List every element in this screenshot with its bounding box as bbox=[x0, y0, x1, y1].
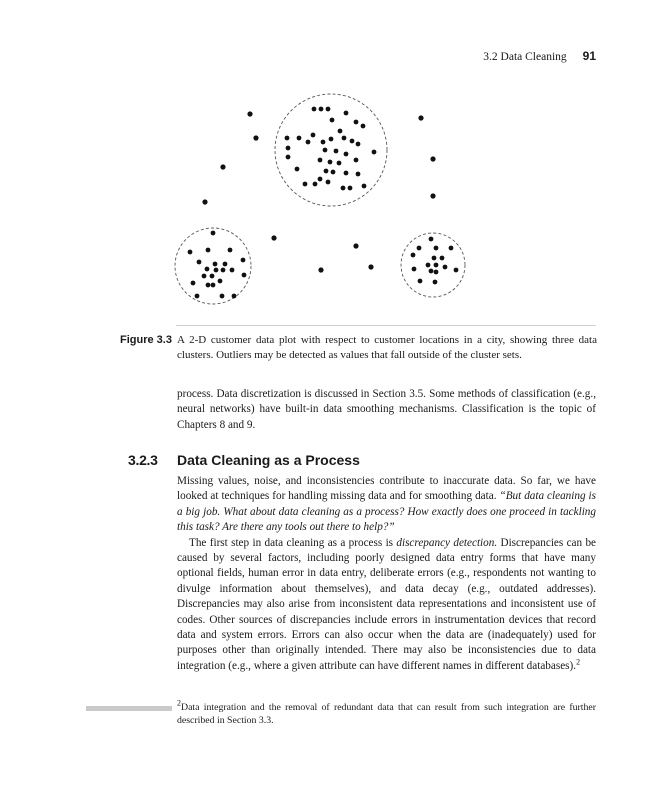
discrepancy-detection-term: discrepancy detection. bbox=[396, 536, 498, 549]
data-point bbox=[412, 267, 417, 272]
data-point bbox=[228, 248, 233, 253]
data-point bbox=[434, 263, 439, 268]
data-point bbox=[188, 250, 193, 255]
data-point bbox=[330, 118, 335, 123]
outlier-point bbox=[430, 156, 435, 161]
outlier-point bbox=[368, 264, 373, 269]
outlier-point bbox=[220, 164, 225, 169]
data-point bbox=[313, 182, 318, 187]
figure-rule bbox=[176, 325, 596, 326]
outlier-point bbox=[318, 267, 323, 272]
data-point bbox=[361, 124, 366, 129]
data-point bbox=[329, 137, 334, 142]
paragraph-2-start: The first step in data cleaning as a process is bbox=[189, 536, 397, 549]
data-point bbox=[223, 262, 228, 267]
data-point bbox=[362, 184, 367, 189]
data-point bbox=[334, 149, 339, 154]
data-point bbox=[220, 294, 225, 299]
data-point bbox=[218, 279, 223, 284]
cluster-boundary-left bbox=[175, 228, 251, 304]
data-point bbox=[211, 283, 216, 288]
data-point bbox=[350, 139, 355, 144]
data-point bbox=[318, 177, 323, 182]
data-point bbox=[344, 152, 349, 157]
data-point bbox=[337, 161, 342, 166]
outlier-point bbox=[253, 135, 258, 140]
paragraph-2-rest: Discrepancies can be caused by several factors, including poorly designed data entry forms that have many optional fields, human error in data entry, deliberate errors (e.g., respondents not wanting to divulge information about themselves), and data decay (e.g., outdated addresses). Discrepancies may also arise from inconsistent data representations and inconsistent use of codes. Other sources of discrepancies include errors in instrumentation devices that record data and system errors. Errors can also occur when the data are (inadequately) used for purposes other than originally intended. There may also be inconsistencies due to data integration (e.g., where a given attribute can have different names in different databases). bbox=[177, 536, 597, 672]
data-point bbox=[211, 231, 216, 236]
intro-paragraph: process. Data discretization is discussed in Section 3.5. Some methods of classification (e.g., neural networks) have built-in data smoothing mechanisms. Classification is the topic of Chapters 8 and 9. bbox=[177, 388, 596, 431]
footnote-rule bbox=[86, 706, 172, 711]
data-point bbox=[372, 150, 377, 155]
outlier-point bbox=[247, 111, 252, 116]
data-point bbox=[318, 158, 323, 163]
data-point bbox=[348, 186, 353, 191]
data-point bbox=[426, 263, 431, 268]
figure-caption: A 2-D customer data plot with respect to customer locations in a city, showing three data clusters. Outliers may be detected as values that fall outside of the cluster sets. bbox=[177, 334, 597, 361]
data-point bbox=[321, 140, 326, 145]
data-point bbox=[286, 146, 291, 151]
data-point bbox=[242, 273, 247, 278]
outlier-point bbox=[430, 193, 435, 198]
data-point bbox=[433, 280, 438, 285]
footnote-text: Data integration and the removal of redundant data that can result from such integration are further described in Section 3.3. bbox=[177, 702, 596, 726]
running-header-section: 3.2 Data Cleaning bbox=[483, 51, 567, 63]
data-point bbox=[206, 283, 211, 288]
data-point bbox=[417, 246, 422, 251]
data-point bbox=[210, 274, 215, 279]
cluster-scatter-plot bbox=[168, 86, 478, 318]
data-point bbox=[344, 171, 349, 176]
data-point bbox=[221, 268, 226, 273]
paragraph-1-quote: “But data cleaning is a big job. What about data cleaning as a process? How exactly does one proceed in tackling this task? Are there any tools out there to help?” bbox=[177, 490, 596, 534]
outlier-point bbox=[418, 115, 423, 120]
data-point bbox=[191, 281, 196, 286]
running-header bbox=[440, 49, 596, 63]
data-point bbox=[285, 136, 290, 141]
data-point bbox=[328, 160, 333, 165]
data-point bbox=[206, 248, 211, 253]
paragraph-1 bbox=[177, 474, 596, 536]
data-point bbox=[205, 267, 210, 272]
data-point bbox=[324, 169, 329, 174]
footnote-reference[interactable]: 2 bbox=[576, 657, 581, 667]
data-point bbox=[454, 268, 459, 273]
data-point bbox=[429, 237, 434, 242]
cluster-boundary-right bbox=[401, 233, 465, 297]
section-number: 3.2.3 bbox=[128, 452, 158, 468]
outlier-point bbox=[271, 235, 276, 240]
data-point bbox=[411, 253, 416, 258]
data-point bbox=[323, 148, 328, 153]
footnote-marker: 2 bbox=[177, 698, 181, 708]
data-point bbox=[311, 133, 316, 138]
data-point bbox=[449, 246, 454, 251]
data-point bbox=[213, 262, 218, 267]
data-point bbox=[306, 140, 311, 145]
data-point bbox=[202, 274, 207, 279]
data-point bbox=[443, 265, 448, 270]
data-point bbox=[331, 170, 336, 175]
data-point bbox=[354, 158, 359, 163]
data-point bbox=[432, 256, 437, 261]
data-point bbox=[232, 294, 237, 299]
footnote bbox=[177, 698, 596, 727]
data-point bbox=[241, 258, 246, 263]
paragraph-2 bbox=[177, 536, 596, 675]
section-body bbox=[177, 474, 596, 674]
data-point bbox=[286, 155, 291, 160]
paragraph-1-text: Missing values, noise, and inconsistencies contribute to inaccurate data. So far, we have looked at techniques for handling missing data and for smoothing data. bbox=[177, 475, 596, 503]
data-points bbox=[188, 107, 459, 299]
data-point bbox=[356, 172, 361, 177]
data-point bbox=[434, 270, 439, 275]
page-number: 91 bbox=[582, 49, 596, 63]
data-point bbox=[312, 107, 317, 112]
data-point bbox=[344, 111, 349, 116]
outlier-point bbox=[202, 199, 207, 204]
data-point bbox=[326, 180, 331, 185]
data-point bbox=[326, 107, 331, 112]
section-title: Data Cleaning as a Process bbox=[177, 452, 360, 468]
data-point bbox=[295, 167, 300, 172]
data-point bbox=[418, 279, 423, 284]
data-point bbox=[338, 129, 343, 134]
data-point bbox=[214, 268, 219, 273]
data-point bbox=[197, 260, 202, 265]
data-point bbox=[356, 142, 361, 147]
data-point bbox=[230, 268, 235, 273]
data-point bbox=[341, 186, 346, 191]
data-point bbox=[440, 256, 445, 261]
data-point bbox=[429, 269, 434, 274]
data-point bbox=[297, 136, 302, 141]
data-point bbox=[434, 246, 439, 251]
data-point bbox=[303, 182, 308, 187]
figure-label: Figure 3.3 bbox=[120, 334, 172, 346]
data-point bbox=[319, 107, 324, 112]
data-point bbox=[354, 120, 359, 125]
outlier-point bbox=[353, 243, 358, 248]
cluster-boundary-top bbox=[275, 94, 387, 206]
data-point bbox=[342, 136, 347, 141]
data-point bbox=[195, 294, 200, 299]
